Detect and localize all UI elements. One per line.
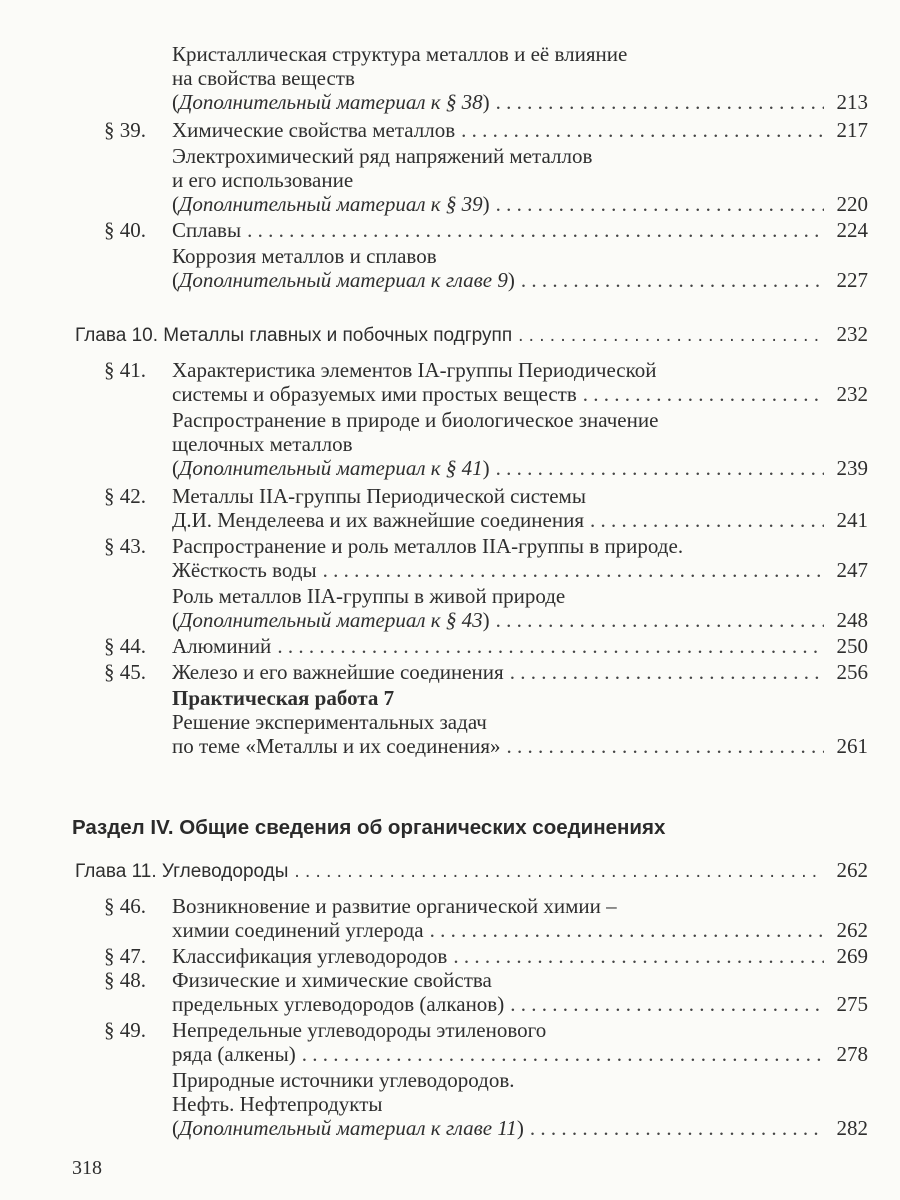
entry-last-line xyxy=(172,90,868,114)
paragraph-number: § 49. xyxy=(104,1018,146,1042)
entry-text: Классификация углеводородов xyxy=(172,944,448,968)
paragraph-number: § 46. xyxy=(104,894,146,918)
page-ref: 232 xyxy=(836,322,868,346)
toc-entry xyxy=(104,534,868,582)
toc-entry xyxy=(172,244,868,292)
italic-text: Дополнительный материал к § 41 xyxy=(179,456,483,480)
entry-last-line xyxy=(172,734,868,758)
page-ref: 239 xyxy=(836,456,868,480)
dot-leader xyxy=(510,992,824,1016)
entry-text: Химические свойства металлов xyxy=(172,118,456,142)
toc-entry xyxy=(172,686,868,758)
italic-text: Дополнительный материал к § 43 xyxy=(179,608,483,632)
dot-leader xyxy=(430,918,824,942)
dot-leader xyxy=(453,944,824,968)
toc-entry xyxy=(104,218,868,242)
entry-last-line xyxy=(172,918,868,942)
toc-entry xyxy=(172,42,868,114)
page-ref: 232 xyxy=(836,382,868,406)
page-ref: 224 xyxy=(836,218,868,242)
entry-line: щелочных металлов xyxy=(172,432,353,456)
dot-leader xyxy=(461,118,824,142)
dot-leader xyxy=(294,860,824,884)
entry-text: (Дополнительный материал к § 43) xyxy=(172,608,490,632)
entry-text: Жёсткость воды xyxy=(172,558,317,582)
paragraph-number: § 45. xyxy=(104,660,146,684)
page-ref: 275 xyxy=(836,992,868,1016)
entry-line: Физические и химические свойства xyxy=(172,968,492,992)
paragraph-number: § 43. xyxy=(104,534,146,558)
entry-text: Д.И. Менделеева и их важнейшие соединения xyxy=(172,508,584,532)
dot-leader xyxy=(496,608,824,632)
entry-last-line xyxy=(172,608,868,632)
toc-entry xyxy=(172,584,868,632)
toc-entry xyxy=(104,484,868,532)
page-ref: 256 xyxy=(836,660,868,684)
paragraph-number: § 40. xyxy=(104,218,146,242)
entry-last-line xyxy=(172,508,868,532)
dot-leader xyxy=(496,90,824,114)
entry-text: по теме «Металлы и их соединения» xyxy=(172,734,501,758)
entry-text: ряда (алкены) xyxy=(172,1042,296,1066)
entry-text: Железо и его важнейшие соединения xyxy=(172,660,504,684)
entry-line: Природные источники углеводородов. xyxy=(172,1068,515,1092)
entry-last-line xyxy=(172,558,868,582)
entry-last-line xyxy=(172,634,868,658)
entry-line: Коррозия металлов и сплавов xyxy=(172,244,437,268)
page-ref: 247 xyxy=(836,558,868,582)
page-ref: 248 xyxy=(836,608,868,632)
dot-leader xyxy=(518,324,824,348)
entry-line: Роль металлов IIA-группы в живой природе xyxy=(172,584,566,608)
dot-leader xyxy=(302,1042,824,1066)
page-ref: 220 xyxy=(836,192,868,216)
entry-last-line xyxy=(172,1116,868,1140)
chapter-title: Глава 10. Металлы главных и побочных подгрупп xyxy=(75,325,513,346)
entry-last-line xyxy=(172,456,868,480)
entry-line: Характеристика элементов IA-группы Периодической xyxy=(172,358,657,382)
toc-entry xyxy=(104,968,868,1016)
entry-last-line xyxy=(172,268,868,292)
paragraph-number: § 47. xyxy=(104,944,146,968)
page-ref: 262 xyxy=(836,918,868,942)
toc-entry xyxy=(172,144,868,216)
toc-entry xyxy=(104,944,868,968)
chapter-heading xyxy=(75,322,868,348)
entry-text: (Дополнительный материал к главе 9) xyxy=(172,268,515,292)
dot-leader xyxy=(507,734,824,758)
entry-line: Возникновение и развитие органической химии – xyxy=(172,894,617,918)
italic-text: Дополнительный материал к § 38 xyxy=(179,90,483,114)
page-ref: 241 xyxy=(836,508,868,532)
italic-text: Дополнительный материал к § 39 xyxy=(179,192,483,216)
chapter-title: Глава 11. Углеводороды xyxy=(75,861,289,882)
section-heading: Раздел IV. Общие сведения об органических соединениях xyxy=(72,816,666,839)
entry-last-line xyxy=(172,192,868,216)
toc-entry xyxy=(104,634,868,658)
dot-leader xyxy=(323,558,824,582)
page-ref: 262 xyxy=(836,858,868,882)
entry-text: химии соединений углерода xyxy=(172,918,424,942)
entry-line: Решение экспериментальных задач xyxy=(172,710,487,734)
dot-leader xyxy=(583,382,824,406)
entry-line: Металлы IIA-группы Периодической системы xyxy=(172,484,586,508)
entry-line: Электрохимический ряд напряжений металлов xyxy=(172,144,593,168)
toc-entry xyxy=(172,408,868,480)
toc-entry xyxy=(104,118,868,142)
toc-entry xyxy=(104,1018,868,1066)
dot-leader xyxy=(496,456,824,480)
page-ref: 227 xyxy=(836,268,868,292)
page-ref: 250 xyxy=(836,634,868,658)
toc-entry xyxy=(104,358,868,406)
dot-leader xyxy=(277,634,824,658)
dot-leader xyxy=(590,508,824,532)
dot-leader xyxy=(530,1116,824,1140)
chapter-heading xyxy=(75,858,868,884)
entry-text: Алюминий xyxy=(172,634,272,658)
practical-work-title: Практическая работа 7 xyxy=(172,686,395,710)
dot-leader xyxy=(496,192,824,216)
entry-line: Распространение в природе и биологическое значение xyxy=(172,408,659,432)
entry-line: Нефть. Нефтепродукты xyxy=(172,1092,383,1116)
entry-text: Сплавы xyxy=(172,218,242,242)
page-ref: 261 xyxy=(836,734,868,758)
entry-last-line xyxy=(172,660,868,684)
entry-text: (Дополнительный материал к § 38) xyxy=(172,90,490,114)
entry-line: Непредельные углеводороды этиленового xyxy=(172,1018,547,1042)
entry-last-line xyxy=(172,944,868,968)
entry-last-line xyxy=(172,118,868,142)
entry-last-line xyxy=(172,218,868,242)
toc-entry xyxy=(172,1068,868,1140)
paragraph-number: § 42. xyxy=(104,484,146,508)
entry-text: (Дополнительный материал к § 41) xyxy=(172,456,490,480)
dot-leader xyxy=(247,218,824,242)
page-ref: 282 xyxy=(836,1116,868,1140)
paragraph-number: § 48. xyxy=(104,968,146,992)
page-ref: 217 xyxy=(836,118,868,142)
toc-entry xyxy=(104,894,868,942)
page-number: 318 xyxy=(72,1157,102,1179)
entry-text: предельных углеводородов (алканов) xyxy=(172,992,505,1016)
entry-text: системы и образуемых ими простых веществ xyxy=(172,382,577,406)
entry-last-line xyxy=(172,1042,868,1066)
toc-entry xyxy=(104,660,868,684)
paragraph-number: § 44. xyxy=(104,634,146,658)
paragraph-number: § 39. xyxy=(104,118,146,142)
entry-text: (Дополнительный материал к § 39) xyxy=(172,192,490,216)
page-ref: 213 xyxy=(836,90,868,114)
entry-line: Распространение и роль металлов IIA-группы в природе. xyxy=(172,534,684,558)
entry-line: и его использование xyxy=(172,168,354,192)
italic-text: Дополнительный материал к главе 9 xyxy=(179,268,508,292)
dot-leader xyxy=(521,268,824,292)
entry-last-line xyxy=(172,992,868,1016)
page-ref: 278 xyxy=(836,1042,868,1066)
entry-text: (Дополнительный материал к главе 11) xyxy=(172,1116,524,1140)
dot-leader xyxy=(510,660,824,684)
paragraph-number: § 41. xyxy=(104,358,146,382)
page-ref: 269 xyxy=(836,944,868,968)
entry-line: Кристаллическая структура металлов и её влияние xyxy=(172,42,628,66)
entry-line: на свойства веществ xyxy=(172,66,355,90)
italic-text: Дополнительный материал к главе 11 xyxy=(179,1116,517,1140)
entry-last-line xyxy=(172,382,868,406)
